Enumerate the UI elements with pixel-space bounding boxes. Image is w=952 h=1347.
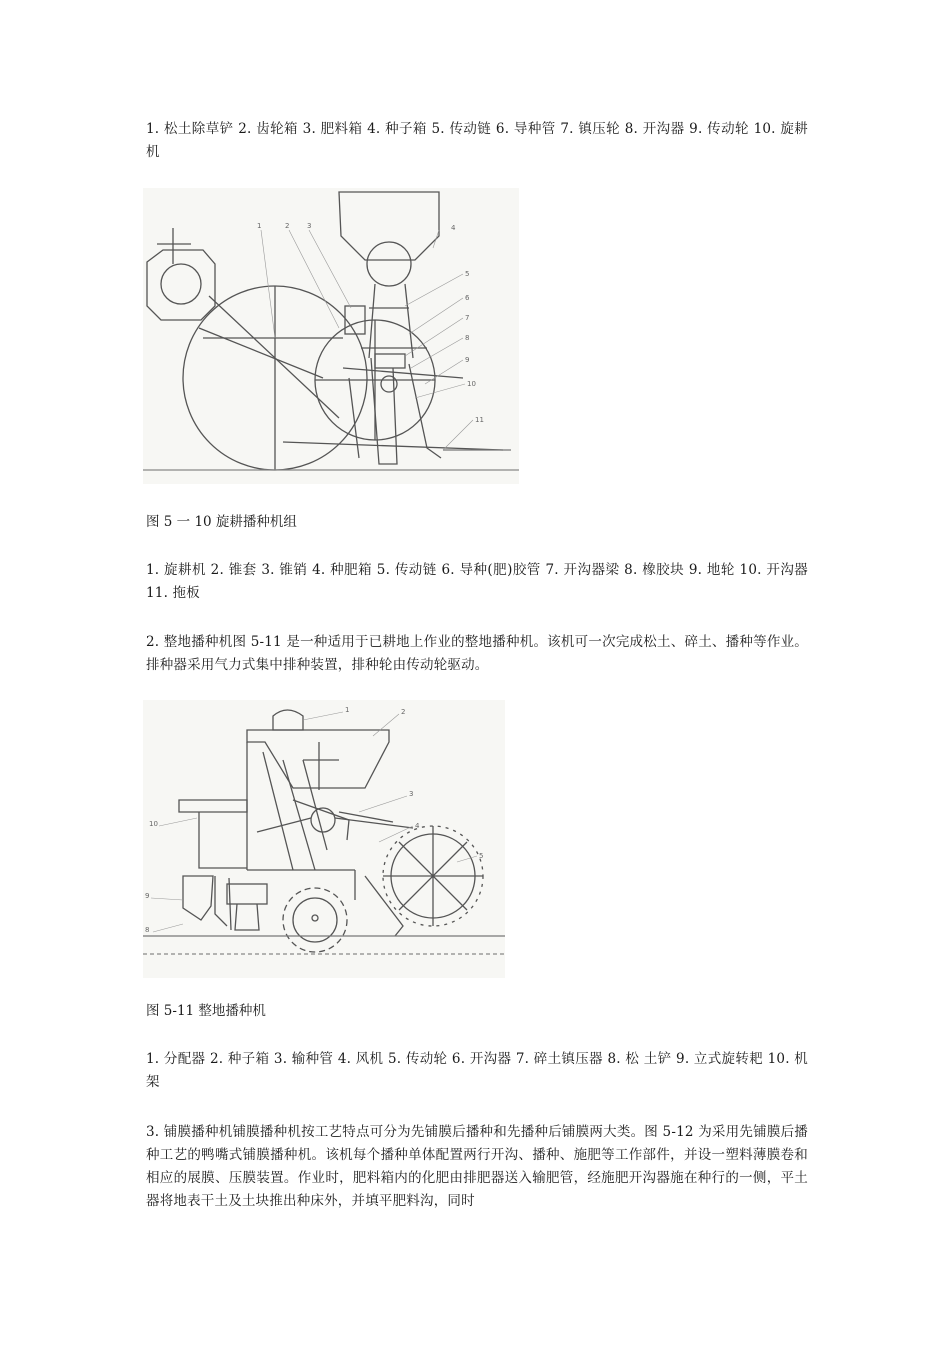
callout-9: 9: [145, 892, 150, 900]
callout-1: 1: [345, 706, 350, 714]
callout-8: 8: [465, 334, 470, 342]
callout-5: 5: [465, 270, 470, 278]
fig-5-11-legend: 1. 分配器 2. 种子箱 3. 输种管 4. 风机 5. 传动轮 6. 开沟器 7. 碎土镇压器 8. 松 土铲 9. 立式旋转耙 10. 机架: [146, 1051, 808, 1090]
land-prep-seeder-drawing: [143, 700, 505, 978]
fig-5-10-legend: 1. 旋耕机 2. 锥套 3. 锥销 4. 种肥箱 5. 传动链 6. 导种(肥)胶管 7. 开沟器梁 8. 橡胶块 9. 地轮 10. 开沟器 11. 拖板: [146, 562, 808, 601]
section-3-paragraph: 3. 铺膜播种机铺膜播种机按工艺特点可分为先铺膜后播种和先播种后铺膜两大类。图 5-12 为采用先铺膜后播种工艺的鸭嘴式铺膜播种机。该机每个播种单体配置两行开沟、播种、施肥等工作部件，并设一塑料薄膜卷和相应的展膜、压膜装置。作业时，肥料箱内的化肥由排肥器送入输肥管，经施肥开沟器施在种行的一侧，平土器将地表干土及土块推出种床外，并填平肥料沟，同时: [146, 1124, 808, 1209]
callout-2: 2: [285, 222, 290, 230]
callout-3: 3: [307, 222, 312, 230]
callout-11: 11: [475, 416, 484, 424]
figure-caption-5-11: 图 5-11 整地播种机: [146, 1003, 266, 1019]
callout-10: 10: [467, 380, 476, 388]
callout-1: 1: [257, 222, 262, 230]
figure-rotary-seeder: [143, 188, 519, 484]
callout-4: 4: [451, 224, 456, 232]
callout-9: 9: [465, 356, 470, 364]
callout-10: 10: [149, 820, 158, 828]
callout-6: 6: [465, 294, 470, 302]
callout-4: 4: [415, 822, 420, 830]
rotary-seeder-drawing: [143, 188, 519, 484]
callout-8: 8: [145, 926, 150, 934]
callout-7: 7: [465, 314, 470, 322]
figure-caption-5-10: 图 5 一 10 旋耕播种机组: [146, 514, 297, 530]
section-2-paragraph: 2. 整地播种机图 5-11 是一种适用于已耕地上作业的整地播种机。该机可一次完成松土、碎土、播种等作业。排种器采用气力式集中排种装置，排种轮由传动轮驱动。: [146, 634, 808, 673]
figure-land-prep-seeder: [143, 700, 505, 978]
callout-5: 5: [479, 852, 484, 860]
callout-3: 3: [409, 790, 414, 798]
fig-prev-legend: 1. 松土除草铲 2. 齿轮箱 3. 肥料箱 4. 种子箱 5. 传动链 6. 导种管 7. 镇压轮 8. 开沟器 9. 传动轮 10. 旋耕机: [146, 121, 808, 160]
callout-2: 2: [401, 708, 406, 716]
